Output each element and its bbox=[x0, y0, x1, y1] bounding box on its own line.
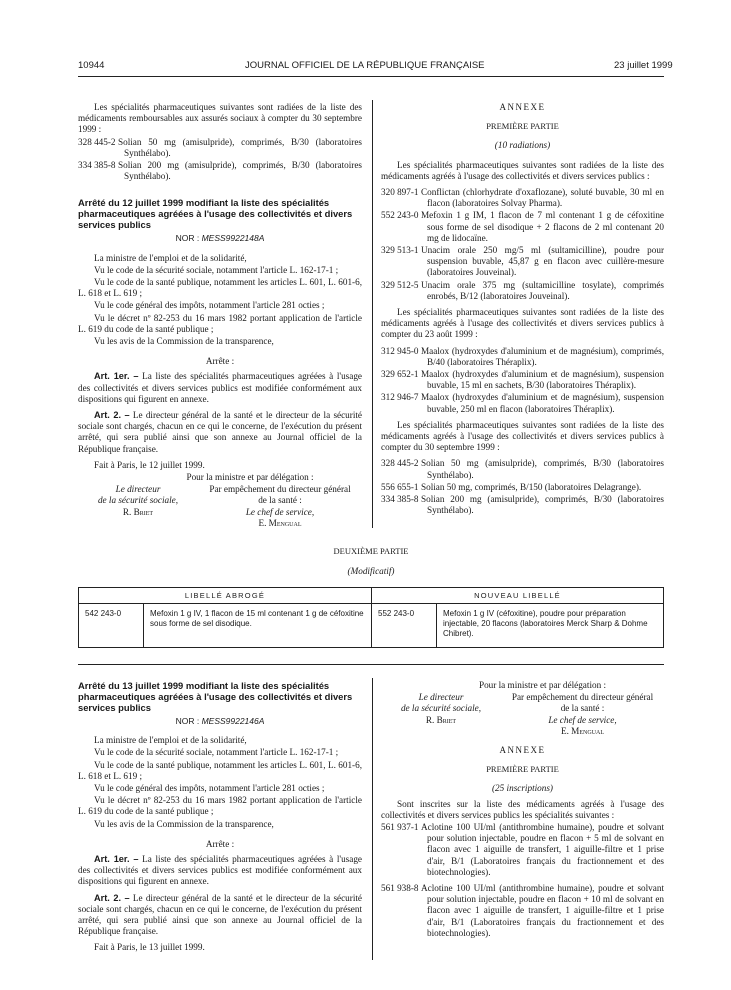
table-cell-text: Mefoxin 1 g IV, 1 flacon de 15 ml contenant 1 g de céfoxitine sous forme de sel disodique. bbox=[144, 604, 372, 648]
visa-line: Vu le code de la santé publique, notamment les articles L. 601, L. 601-6, L. 618 et L. 619 ; bbox=[78, 277, 362, 299]
delegation-line: Pour la ministre et par délégation : bbox=[478, 680, 607, 690]
list-item: 329 652-1 Maalox (hydroxydes d'aluminium et de magnésium), suspension buvable, 15 ml en sachets, B/30 (laboratoires Théraplix). bbox=[381, 369, 664, 391]
left-column-top bbox=[78, 102, 362, 529]
inscription-intro: Sont inscrites sur la liste des médicaments agréés à l'usage des collectivités et divers services publics les spécialités suivantes : bbox=[381, 798, 664, 820]
journal-title: JOURNAL OFFICIEL DE LA RÉPUBLIQUE FRANÇAISE bbox=[245, 60, 485, 71]
signature-block: Le directeur de la sécurité sociale, R. Briet Par empêchement du directeur général de la santé : Le chef de service, E. Mengual bbox=[97, 484, 351, 528]
partie-title: PREMIÈRE PARTIE bbox=[486, 764, 559, 775]
removal-intro: Les spécialités pharmaceutiques suivantes sont radiées de la liste des médicaments agréés à l'usage des collectivités et divers services publics à compter du 23 août 1999 : bbox=[381, 307, 664, 340]
article-2: Art. 2. – Le directeur général de la santé et le directeur de la sécurité sociale sont chargés, chacun en ce qui le concerne, de l'exécution du présent arrêté, qui sera publié ainsi que son annexe au Journal officiel de la République française. bbox=[78, 892, 363, 937]
list-item: 320 897-1 Conflictan (chlorhydrate d'oxaflozane), soluté buvable, 30 ml en flacon (laboratoires Solvay Pharma). bbox=[381, 187, 664, 209]
visa-line: Vu le code général des impôts, notamment l'article 281 octies ; bbox=[94, 300, 325, 311]
visa-line: Vu le code général des impôts, notamment l'article 281 octies ; bbox=[94, 783, 325, 794]
right-column-top bbox=[381, 102, 664, 518]
visa-line: Vu le décret nº 82-253 du 16 mars 1982 portant application de l'article L. 619 du code de la santé publique ; bbox=[78, 795, 362, 817]
visa-line: La ministre de l'emploi et de la solidarité, bbox=[94, 735, 247, 746]
partie-subtitle: (25 inscriptions) bbox=[492, 783, 553, 794]
arrete-label: Arrête : bbox=[205, 838, 235, 849]
list-item: 552 243-0 Mefoxin 1 g IM, 1 flacon de 7 ml contenant 1 g de céfoxitine sous forme de sel disodique + 2 flacons de 2 ml contenant 20 mg de lidocaïne. bbox=[381, 210, 664, 243]
list-item: 556 655-1 Solian 50 mg, comprimés, B/150 (laboratoires Delagrange). bbox=[381, 481, 642, 492]
article-1: Art. 1er. – La liste des spécialités pharmaceutiques agréées à l'usage des collectivités et divers services publics est modifiée conformément aux dispositions qui figurent en annexe. bbox=[78, 854, 362, 887]
column-header-nouveau: NOUVEAU LIBELLÉ bbox=[372, 588, 664, 604]
article-1: Art. 1er. – La liste des spécialités pharmaceutiques agréées à l'usage des collectivités et divers services publics est modifiée conformément aux dispositions qui figurent en annexe. bbox=[78, 371, 362, 404]
column-divider-top bbox=[372, 100, 373, 528]
right-column-bottom bbox=[381, 680, 664, 940]
removal-intro: Les spécialités pharmaceutiques suivantes sont radiées de la liste des médicaments agréés à l'usage des collectivités et divers services publics à compter du 30 septembre 1999 : bbox=[381, 419, 664, 453]
partie-title: PREMIÈRE PARTIE bbox=[486, 121, 559, 132]
issue-date: 23 juillet 1999 bbox=[614, 60, 673, 71]
nor-reference: NOR : MESS9922148A bbox=[175, 233, 265, 244]
delegation-line: Pour la ministre et par délégation : bbox=[186, 472, 314, 483]
visa-line: Vu les avis de la Commission de la transparence, bbox=[94, 336, 274, 347]
table-header-row bbox=[79, 588, 664, 604]
signature-block: Le directeur de la sécurité sociale, R. Briet Par empêchement du directeur général de la santé : Le chef de service, E. Mengual bbox=[400, 692, 654, 736]
partie-subtitle: (10 radiations) bbox=[494, 140, 551, 151]
visa-line: Vu le code de la santé publique, notamment les articles L. 601, L. 601-6, L. 618 et L. 619 ; bbox=[78, 759, 362, 781]
fait-a-paris: Fait à Paris, le 12 juillet 1999. bbox=[94, 459, 205, 470]
deuxieme-partie-subtitle: (Modificatif) bbox=[347, 566, 395, 576]
list-item: 334 385-8 Solian 200 mg (amisulpride), comprimés, B/30 (laboratoires Synthélabo). bbox=[78, 160, 362, 182]
arrete-title: Arrêté du 12 juillet 1999 modifiant la liste des spécialités pharmaceutiques agréées à l'usage des collectivités et divers services publics bbox=[78, 197, 353, 231]
header-rule bbox=[78, 76, 664, 77]
table-cell-text: Mefoxin 1 g IV (céfoxitine), poudre pour préparation injectable, 20 flacons (laboratoires Merck Sharp & Dohme Chibret). bbox=[437, 604, 664, 648]
visa-line: La ministre de l'emploi et de la solidarité, bbox=[94, 252, 247, 263]
nor-reference: NOR : MESS9922146A bbox=[175, 716, 265, 726]
removal-intro: Les spécialités pharmaceutiques suivantes sont radiées de la liste des médicaments agréés à l'usage des collectivités et divers services publics : bbox=[381, 159, 664, 181]
left-column-bottom bbox=[78, 680, 362, 955]
table-cell-code: 552 243-0 bbox=[372, 604, 437, 648]
annexe-title: ANNEXE bbox=[499, 745, 546, 756]
column-header-abroge: LIBELLÉ ABROGÉ bbox=[79, 588, 372, 604]
arrete-label: Arrête : bbox=[205, 356, 235, 367]
list-item: 312 945-0 Maalox (hydroxydes d'aluminium et de magnésium), comprimés, B/40 (laboratoires Théraplix). bbox=[381, 345, 664, 367]
fait-a-paris: Fait à Paris, le 13 juillet 1999. bbox=[94, 942, 205, 953]
list-item: 561 937-1 Aclotine 100 UI/ml (antithrombine humaine), poudre et solvant pour solution injectable, poudre en flacon + 5 ml de solvant en flacon avec 1 aiguille de transfert, 1 aiguille-filtre et 1 prise d'air, B/1 (Laboratoires français du fractionnement et des biotechnologies). bbox=[381, 822, 664, 877]
table-row bbox=[79, 604, 664, 648]
annexe-title: ANNEXE bbox=[499, 102, 546, 112]
list-item: 328 445-2 Solian 50 mg (amisulpride), comprimés, B/30 (laboratoires Synthélabo). bbox=[78, 136, 362, 158]
arrete-title: Arrêté du 13 juillet 1999 modifiant la liste des spécialités pharmaceutiques agréées à l'usage des collectivités et divers services publics bbox=[78, 680, 353, 713]
article-2: Art. 2. – Le directeur général de la santé et le directeur de la sécurité sociale sont chargés, chacun en ce qui le concerne, de l'exécution du présent arrêté, qui sera publié ainsi que son annexe au Journal officiel de la République française. bbox=[78, 410, 363, 454]
deuxieme-partie-title: DEUXIÈME PARTIE bbox=[333, 546, 409, 556]
visa-line: Vu le code de la sécurité sociale, notamment l'article L. 162-17-1 ; bbox=[94, 264, 339, 275]
list-item: 561 938-8 Aclotine 100 UI/ml (antithrombine humaine), poudre et solvant pour solution injectable, poudre en flacon + 10 ml de solvant en flacon avec 1 aiguille de transfert, 1 aiguille-filtre et 1 prise d'air, B/1 (Laboratoires français du fractionnement et des biotechnologies). bbox=[381, 883, 664, 938]
list-item: 312 946-7 Maalox (hydroxydes d'aluminium et de magnésium), suspension buvable, 250 ml en flacon (laboratoires Théraplix). bbox=[381, 392, 664, 414]
page-number: 10944 bbox=[78, 60, 105, 71]
list-item: 328 445-2 Solian 50 mg (amisulpride), comprimés, B/30 (laboratoires Synthélabo). bbox=[381, 458, 664, 480]
table-cell-code: 542 243-0 bbox=[79, 604, 144, 648]
column-divider-bottom bbox=[372, 678, 373, 960]
section-rule bbox=[78, 664, 664, 665]
visa-line: Vu les avis de la Commission de la transparence, bbox=[94, 818, 274, 829]
modification-table bbox=[78, 587, 664, 648]
visa-line: Vu le code de la sécurité sociale, notamment l'article L. 162-17-1 ; bbox=[94, 747, 339, 758]
list-item: 334 385-8 Solian 200 mg (amisulpride), comprimés, B/30 (laboratoires Synthélabo). bbox=[381, 494, 664, 516]
removal-intro: Les spécialités pharmaceutiques suivantes sont radiées de la liste des médicaments remboursables aux assurés sociaux à compter du 30 septembre 1999 : bbox=[78, 102, 362, 135]
visa-line: Vu le décret nº 82-253 du 16 mars 1982 portant application de l'article L. 619 du code de la santé publique ; bbox=[78, 312, 362, 334]
list-item: 329 512-5 Unacim orale 375 mg (sultamicilline tosylate), comprimés enrobés, B/12 (laboratoires Jouveinal). bbox=[381, 279, 664, 301]
list-item: 329 513-1 Unacim orale 250 mg/5 ml (sultamicilline), poudre pour suspension buvable, 45,87 g en flacon avec cuillère-mesure (laboratoires Jouveinal). bbox=[381, 245, 664, 278]
